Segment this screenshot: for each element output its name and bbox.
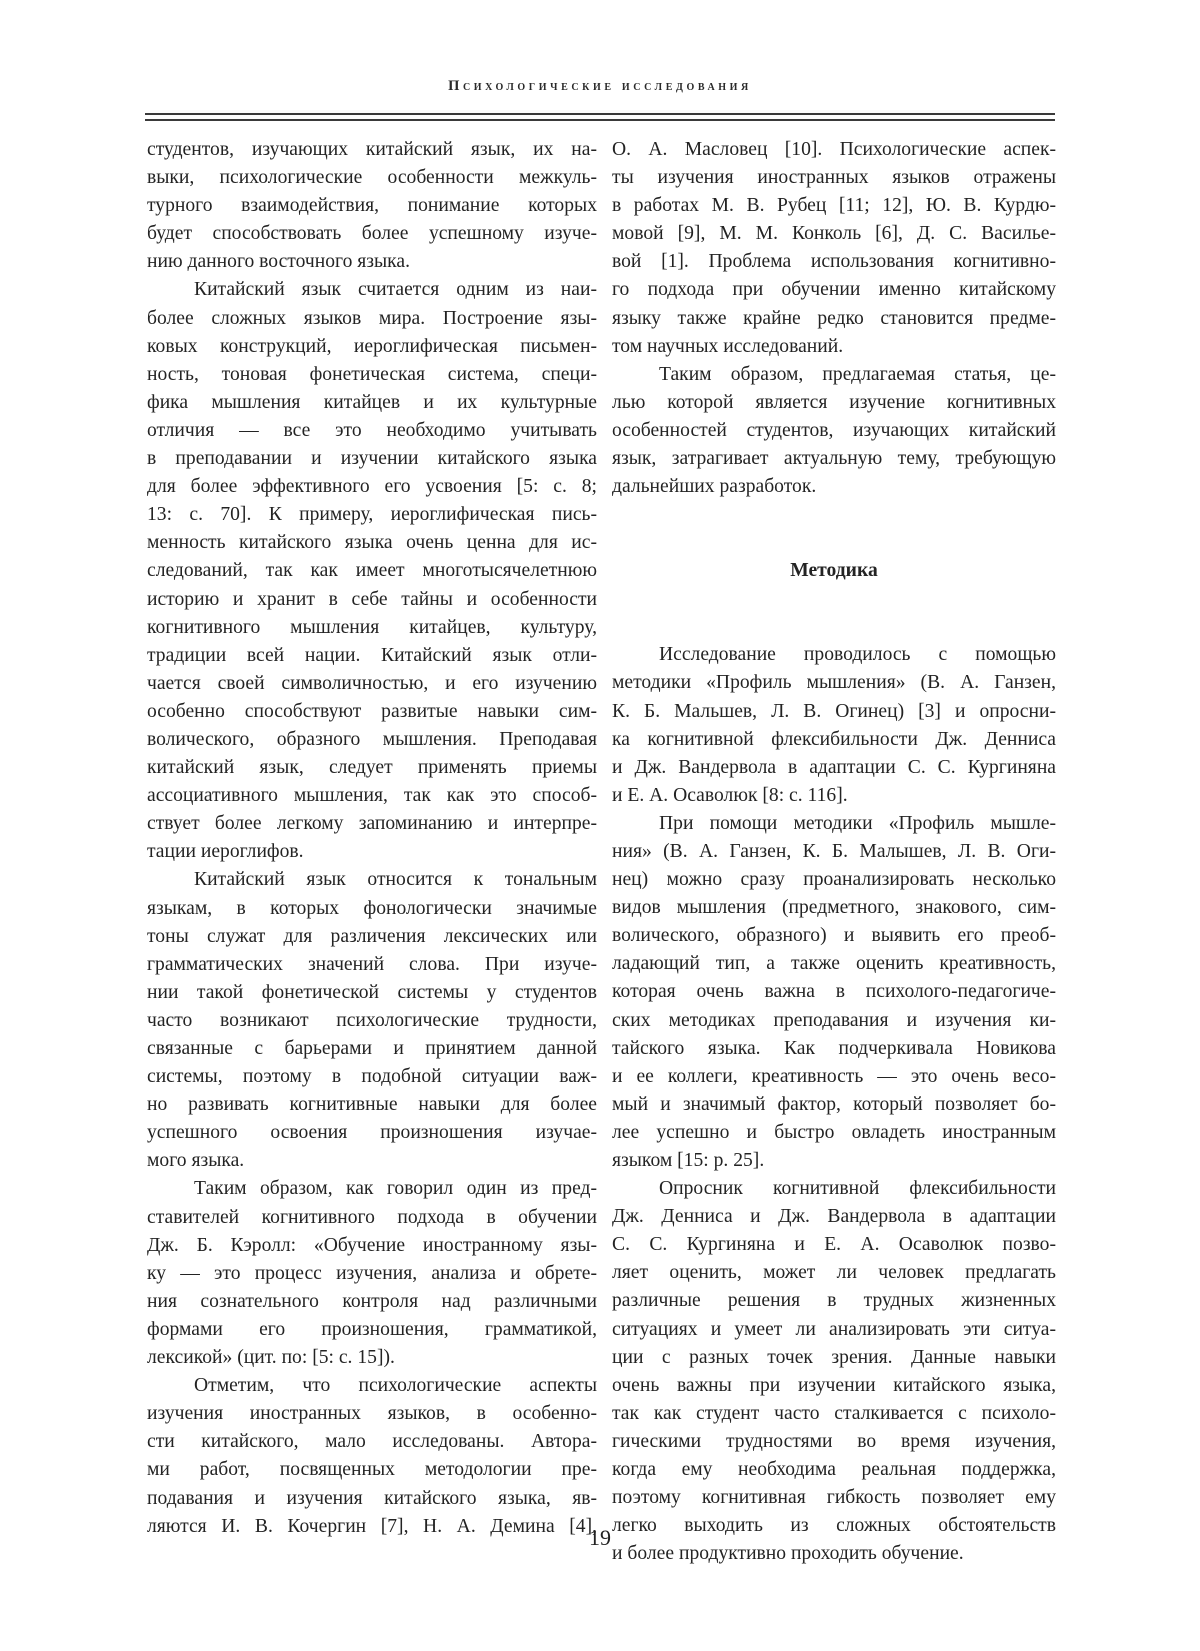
text-line: более сложных языков мира. Построение язы-: [147, 307, 597, 329]
text-line: легко выходить из сложных обстоятельств: [612, 1515, 1056, 1537]
text-line: мовой [9], М. М. Конколь [6], Д. С. Василье-: [612, 223, 1056, 245]
text-line: мый и значимый фактор, который позволяет бо-: [612, 1093, 1056, 1115]
text-line: формами его произношения, грамматикой,: [147, 1318, 597, 1340]
text-line: ставителей когнитивного подхода в обучении: [147, 1206, 597, 1228]
section-body: [612, 641, 1056, 1568]
text-line: методики «Профиль мышления» (В. А. Ганзен,: [612, 672, 1056, 694]
text-line: которая очень важна в психолого-педагогиче-: [612, 981, 1056, 1003]
text-line: и ее коллеги, креативность — это очень весо-: [612, 1065, 1056, 1087]
text-line: ассоциативного мышления, так как это способ-: [147, 785, 597, 807]
text-line: мого языка.: [147, 1150, 245, 1172]
text-line: 13: с. 70]. К примеру, иероглифическая пись-: [147, 504, 597, 526]
text-line: язык, затрагивает актуальную тему, требующую: [612, 448, 1056, 470]
paragraph: [612, 810, 1056, 1175]
text-line: когнитивного мышления китайцев, культуру,: [147, 616, 597, 638]
text-line: системы, поэтому в подобной ситуации важ-: [147, 1066, 597, 1088]
text-line: ты изучения иностранных языков отражены: [612, 167, 1056, 189]
paragraph: [147, 866, 597, 1175]
text-line: вой [1]. Проблема использования когнитивно-: [612, 251, 1056, 273]
text-line: тации иероглифов.: [147, 841, 304, 863]
text-line: историю и хранит в себе тайны и особенности: [147, 588, 597, 610]
text-line: ции с разных точек зрения. Данные навыки: [612, 1346, 1056, 1368]
text-line: лексикой» (цит. по: [5: с. 15]).: [147, 1347, 395, 1369]
text-line: различные решения в трудных жизненных: [612, 1290, 1056, 1312]
text-line: выки, психологические особенности межкуль-: [147, 167, 597, 189]
text-line: ния» (В. А. Ганзен, К. Б. Малышев, Л. В. Оги-: [612, 840, 1056, 862]
text-line: ка когнитивной флексибильности Дж. Денниса: [612, 728, 1056, 750]
text-line: студентов, изучающих китайский язык, их на-: [147, 139, 597, 160]
text-line: следований, так как имеет многотысячелетнюю: [147, 560, 597, 582]
text-line: и Е. А. Осаволюк [8: с. 116].: [612, 784, 848, 806]
text-line: но развивать когнитивные навыки для более: [147, 1094, 597, 1116]
section-heading: Методика: [790, 560, 878, 582]
text-line: ку — это процесс изучения, анализа и обрете-: [147, 1262, 597, 1284]
text-line: Китайский язык считается одним из наи-: [194, 279, 597, 301]
text-line: языком [15: p. 25].: [612, 1150, 765, 1171]
text-line: ских методиках преподавания и изучения ки-: [612, 1009, 1056, 1031]
header-rule-bottom: [145, 119, 1055, 121]
right-intro-text: [612, 136, 1056, 501]
paragraph: [147, 276, 597, 866]
text-line: Дж. Денниса и Дж. Вандервола в адаптации: [612, 1206, 1056, 1228]
paragraph: [147, 1175, 597, 1372]
text-line: нии такой фонетической системы у студентов: [147, 981, 597, 1003]
text-line: отличия — все это необходимо учитывать: [147, 419, 597, 441]
text-line: в работах М. В. Рубец [11; 12], Ю. В. Курдю-: [612, 195, 1056, 217]
text-line: в преподавании и изучении китайского языка: [147, 448, 597, 470]
text-line: волического, образного) и выявить его преоб-: [612, 925, 1056, 947]
text-line: успешного освоения произношения изучае-: [147, 1122, 597, 1144]
text-line: лее успешно и быстро овладеть иностранным: [612, 1121, 1056, 1143]
text-line: ность, тоновая фонетическая система, специ-: [147, 363, 597, 385]
right-column: [612, 136, 1056, 1568]
text-line: подавания и изучения китайского языка, яв-: [147, 1487, 597, 1509]
text-line: С. С. Кургиняна и Е. А. Осаволюк позво-: [612, 1234, 1056, 1256]
text-line: турного взаимодействия, понимание которых: [147, 195, 597, 217]
text-line: ковых конструкций, иероглифическая письмен-: [147, 335, 597, 357]
spacer: [612, 585, 1056, 641]
page-number: 19: [589, 1525, 611, 1550]
text-line: нию данного восточного языка.: [147, 251, 410, 273]
text-line: Китайский язык относится к тональным: [194, 869, 597, 891]
text-line: сти китайского, мало исследованы. Автора-: [147, 1431, 597, 1453]
paragraph: [147, 1372, 597, 1541]
text-line: ния сознательного контроля над различными: [147, 1290, 597, 1312]
text-line: К. Б. Мальшев, Л. В. Огинец) [3] и опросни-: [612, 700, 1056, 722]
text-line: ситуациях и умеет ли анализировать эти ситуа-: [612, 1318, 1056, 1340]
text-line: будет способствовать более успешному изуче-: [147, 223, 597, 245]
text-line: тайского языка. Как подчеркивала Новикова: [612, 1037, 1056, 1059]
paragraph: [612, 641, 1056, 810]
text-line: фика мышления китайцев и их культурные: [147, 391, 597, 413]
text-line: так как студент часто сталкивается с психоло-: [612, 1402, 1056, 1424]
text-line: ляются И. В. Кочергин [7], Н. А. Демина [4],: [147, 1515, 597, 1537]
text-line: особенно способствуют развитые навыки сим-: [147, 700, 597, 722]
text-line: очень важны при изучении китайского языка,: [612, 1374, 1056, 1396]
text-line: изучения иностранных языков, в особенно-: [147, 1403, 597, 1425]
text-line: языку также крайне редко становится предме-: [612, 307, 1056, 329]
text-line: Исследование проводилось с помощью: [659, 644, 1056, 666]
text-line: го подхода при обучении именно китайскому: [612, 279, 1056, 301]
paragraph: [612, 361, 1056, 501]
text-line: связанные с барьерами и принятием данной: [147, 1038, 597, 1059]
text-line: грамматических значений слова. При изуче-: [147, 953, 597, 975]
running-header: Психологические исследования: [448, 78, 752, 94]
text-line: Опросник когнитивной флексибильности: [659, 1178, 1056, 1200]
text-line: При помощи методики «Профиль мышле-: [659, 812, 1056, 834]
text-line: том научных исследований.: [612, 335, 844, 357]
text-line: когда ему необходима реальная поддержка,: [612, 1459, 1056, 1481]
text-line: О. А. Масловец [10]. Психологические аспек-: [612, 139, 1056, 160]
text-line: ми работ, посвященных методологии пре-: [147, 1459, 597, 1481]
text-line: волического, образного мышления. Преподавая: [147, 728, 597, 750]
text-line: чается своей символичностью, и его изучению: [147, 672, 597, 694]
text-line: и более продуктивно проходить обучение.: [612, 1543, 964, 1565]
text-line: гическими трудностями во время изучения,: [612, 1430, 1056, 1452]
text-line: дальнейших разработок.: [612, 476, 817, 498]
spacer: [612, 501, 1056, 557]
paragraph: [612, 136, 1056, 361]
header-rule-top: [145, 113, 1055, 115]
text-line: менность китайского языка очень ценна для ис-: [147, 532, 597, 554]
text-line: и Дж. Вандервола в адаптации С. С. Кургиняна: [612, 756, 1056, 778]
text-line: ствует более легкому запоминанию и интерпре-: [147, 813, 597, 835]
text-line: Таким образом, как говорил один из пред-: [194, 1178, 597, 1200]
text-line: традиции всей нации. Китайский язык отли-: [147, 644, 597, 666]
text-line: языкам, в которых фонологически значимые: [147, 897, 597, 919]
text-line: нец) можно сразу проанализировать несколько: [612, 869, 1056, 891]
paragraph: [612, 1175, 1056, 1568]
text-line: ладающий тип, а также оценить креативность,: [612, 953, 1056, 975]
paragraph: [147, 136, 597, 276]
left-column: [147, 136, 597, 1541]
text-line: лью которой является изучение когнитивных: [612, 391, 1056, 413]
text-line: Дж. Б. Кэролл: «Обучение иностранному язы-: [147, 1234, 597, 1256]
text-line: особенностей студентов, изучающих китайский: [612, 419, 1056, 441]
text-line: тоны служат для различения лексических или: [147, 925, 597, 947]
text-line: китайский язык, следует применять приемы: [147, 757, 597, 779]
text-line: Таким образом, предлагаемая статья, це-: [659, 363, 1056, 385]
text-line: часто возникают психологические трудности,: [147, 1009, 597, 1031]
text-line: видов мышления (предметного, знакового, сим-: [612, 897, 1056, 919]
text-line: для более эффективного его усвоения [5: с. 8;: [147, 476, 597, 498]
text-line: ляет оценить, может ли человек предлагать: [612, 1262, 1056, 1284]
text-line: поэтому когнитивная гибкость позволяет ему: [612, 1487, 1056, 1509]
text-line: Отметим, что психологические аспекты: [194, 1375, 597, 1397]
